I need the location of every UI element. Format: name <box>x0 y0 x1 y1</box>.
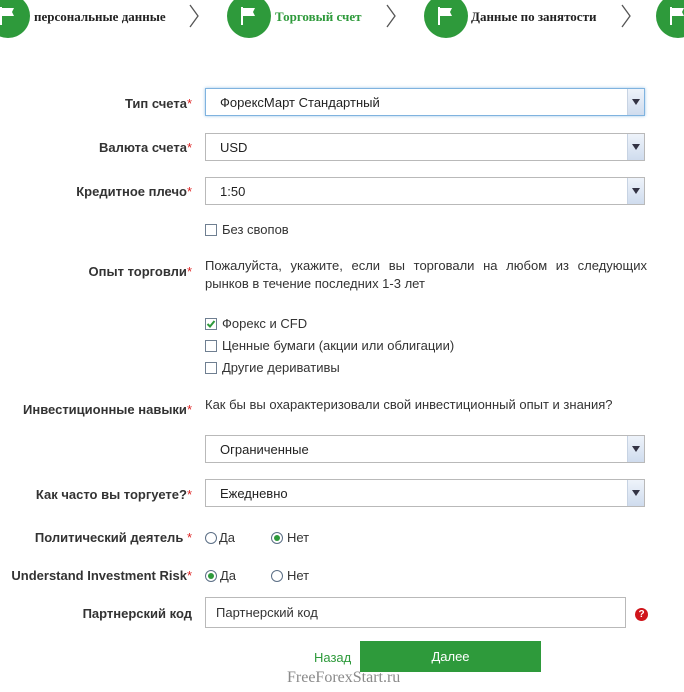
chevron-down-icon[interactable] <box>627 134 644 160</box>
understand-risk-no-label: Нет <box>287 568 310 583</box>
trade-frequency-select[interactable] <box>205 479 645 507</box>
political-no-label: Нет <box>287 530 310 545</box>
political-yes-radio[interactable] <box>205 532 217 544</box>
next-button[interactable]: Далее <box>360 641 541 672</box>
leverage-value: 1:50 <box>220 184 246 199</box>
understand-risk-yes-label: Да <box>220 568 237 583</box>
check-icon <box>206 319 216 329</box>
investment-skills-value: Ограниченные <box>220 442 309 457</box>
political-label: Политический деятель * <box>34 530 192 545</box>
help-icon[interactable]: ? <box>635 608 648 621</box>
chevron-down-icon[interactable] <box>627 436 644 462</box>
step-3-flag-icon <box>424 0 468 38</box>
steps-bar <box>0 0 684 40</box>
no-swaps-label: Без свопов <box>222 222 289 237</box>
experience-description: Пожалуйста, укажите, если вы торговали на любом из следующих рынков в течение последних 1-3 лет <box>205 258 647 291</box>
currency-value: USD <box>220 140 248 155</box>
securities-checkbox[interactable] <box>205 340 217 352</box>
political-no-radio[interactable] <box>271 532 283 544</box>
radio-selected-dot <box>274 535 280 541</box>
investment-skills-select[interactable] <box>205 435 645 463</box>
step-1-flag-icon <box>0 0 30 38</box>
partner-code-label: Партнерский код <box>82 606 192 621</box>
investment-skills-label: Инвестиционные навыки* <box>23 402 192 417</box>
chevron-right-icon <box>386 4 396 28</box>
chevron-right-icon <box>621 4 631 28</box>
account-type-value: ФорексМарт Стандартный <box>220 95 380 110</box>
step-3-label[interactable]: Данные по занятости <box>471 9 597 24</box>
account-type-select[interactable] <box>205 88 645 116</box>
other-derivatives-label: Другие деривативы <box>222 360 340 375</box>
currency-select[interactable] <box>205 133 645 161</box>
no-swaps-checkbox[interactable] <box>205 224 217 236</box>
step-1-label[interactable]: персональные данные <box>34 9 166 24</box>
chevron-down-icon[interactable] <box>627 178 644 204</box>
investment-skills-question: Как бы вы охарактеризовали свой инвестиционный опыт и знания? <box>205 397 613 412</box>
step-2-label[interactable]: Торговый счет <box>275 9 362 24</box>
step-4-flag-icon <box>656 0 684 38</box>
political-yes-label: Да <box>219 530 236 545</box>
forex-cfd-checkbox[interactable] <box>205 318 217 330</box>
securities-label: Ценные бумаги (акции или облигации) <box>222 338 455 353</box>
experience-label: Опыт торговли* <box>88 264 192 279</box>
trade-frequency-label: Как часто вы торгуете?* <box>35 487 192 502</box>
chevron-down-icon[interactable] <box>627 89 644 115</box>
trade-frequency-value: Ежедневно <box>220 486 288 501</box>
chevron-right-icon <box>189 4 199 28</box>
account-type-label: Тип счета* <box>124 96 192 111</box>
forex-cfd-label: Форекс и CFD <box>222 316 308 331</box>
leverage-select[interactable] <box>205 177 645 205</box>
leverage-label: Кредитное плечо* <box>76 184 192 199</box>
chevron-down-icon[interactable] <box>627 480 644 506</box>
currency-label: Валюта счета* <box>98 140 192 155</box>
radio-selected-dot <box>208 573 214 579</box>
watermark: FreeForexStart.ru <box>287 669 401 686</box>
step-2-flag-icon <box>227 0 271 38</box>
understand-risk-yes-radio[interactable] <box>205 570 217 582</box>
other-derivatives-checkbox[interactable] <box>205 362 217 374</box>
understand-risk-label: Understand Investment Risk* <box>11 568 192 583</box>
understand-risk-no-radio[interactable] <box>271 570 283 582</box>
back-link[interactable]: Назад <box>314 650 352 665</box>
partner-code-input[interactable] <box>205 597 626 628</box>
